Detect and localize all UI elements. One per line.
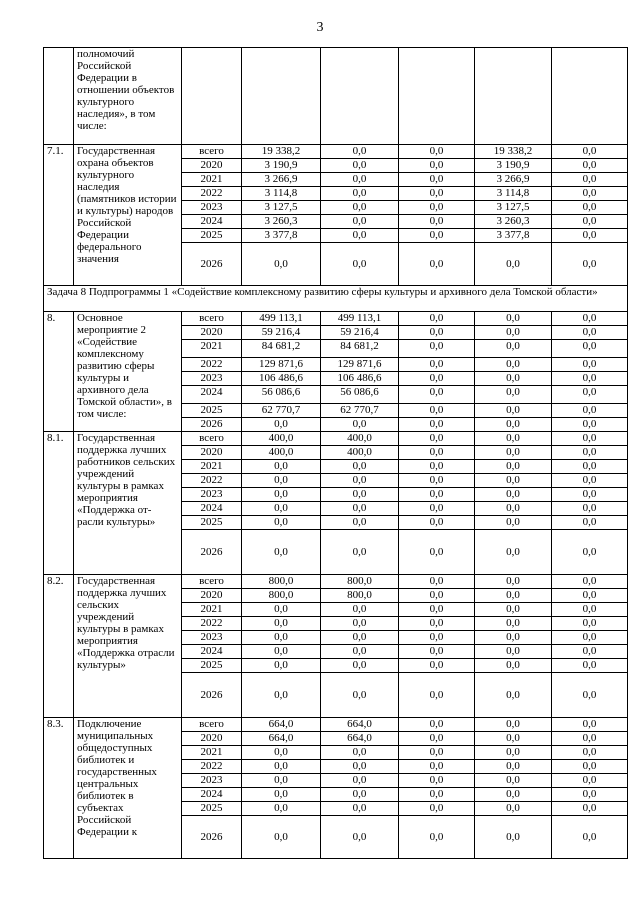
value-cell: 0,0 (399, 631, 475, 645)
year-cell: 2021 (182, 603, 242, 617)
value-cell: 84 681,2 (321, 340, 399, 358)
value-cell: 0,0 (321, 659, 399, 673)
value-cell: 3 260,3 (242, 215, 321, 229)
table-row (44, 718, 628, 732)
value-cell: 0,0 (321, 746, 399, 760)
value-cell: 0,0 (399, 372, 475, 386)
value-cell: 0,0 (242, 802, 321, 816)
year-cell: 2021 (182, 340, 242, 358)
value-cell: 0,0 (552, 673, 628, 718)
year-cell: 2024 (182, 502, 242, 516)
value-cell: 0,0 (321, 673, 399, 718)
value-cell: 0,0 (552, 603, 628, 617)
value-cell: 0,0 (475, 386, 552, 404)
value-cell: 0,0 (475, 760, 552, 774)
value-cell: 0,0 (399, 229, 475, 243)
value-cell: 0,0 (399, 617, 475, 631)
value-cell: 0,0 (552, 340, 628, 358)
value-cell: 0,0 (552, 732, 628, 746)
value-cell: 0,0 (552, 617, 628, 631)
value-cell: 800,0 (321, 575, 399, 589)
item-name: Государственная охрана объектов культурного наследия (памятников истории и культуры) народов Российской Федерации федерального значения (74, 145, 182, 286)
value-cell: 0,0 (242, 474, 321, 488)
value-cell: 84 681,2 (242, 340, 321, 358)
value-cell: 0,0 (399, 774, 475, 788)
value-cell: 0,0 (475, 575, 552, 589)
value-cell: 664,0 (242, 718, 321, 732)
value-cell: 0,0 (399, 474, 475, 488)
value-cell: 59 216,4 (242, 326, 321, 340)
item-name: Государственная поддержка лучших сельских учреждений культуры в рамках мероприятия «Поддержка отрасли культуры» (74, 575, 182, 718)
value-cell: 0,0 (399, 173, 475, 187)
value-cell: 0,0 (475, 816, 552, 859)
value-cell: 0,0 (552, 215, 628, 229)
value-cell: 19 338,2 (242, 145, 321, 159)
table-row (44, 145, 628, 159)
year-cell: 2026 (182, 673, 242, 718)
value-cell: 0,0 (552, 746, 628, 760)
year-cell: 2022 (182, 474, 242, 488)
value-cell: 0,0 (399, 746, 475, 760)
item-number (44, 48, 74, 145)
value-cell: 62 770,7 (242, 404, 321, 418)
year-cell: 2021 (182, 173, 242, 187)
value-cell: 0,0 (399, 358, 475, 372)
value-cell: 0,0 (242, 774, 321, 788)
year-cell (182, 48, 242, 145)
year-cell: всего (182, 145, 242, 159)
value-cell: 0,0 (321, 802, 399, 816)
value-cell: 0,0 (399, 340, 475, 358)
value-cell: 0,0 (242, 746, 321, 760)
value-cell: 0,0 (399, 645, 475, 659)
year-cell: 2020 (182, 326, 242, 340)
value-cell: 0,0 (552, 187, 628, 201)
value-cell: 664,0 (321, 718, 399, 732)
value-cell: 3 266,9 (242, 173, 321, 187)
value-cell: 3 377,8 (475, 229, 552, 243)
value-cell: 129 871,6 (242, 358, 321, 372)
value-cell: 0,0 (475, 589, 552, 603)
value-cell: 0,0 (552, 404, 628, 418)
value-cell: 0,0 (552, 432, 628, 446)
item-name: Государственная поддержка лучших работников сельских учреждений культуры в рамках мероприятия «Поддержка от-расли культуры» (74, 432, 182, 575)
table-row (44, 575, 628, 589)
value-cell: 0,0 (242, 617, 321, 631)
value-cell: 0,0 (242, 603, 321, 617)
page-number: 3 (316, 20, 324, 35)
year-cell: 2022 (182, 187, 242, 201)
value-cell: 0,0 (242, 516, 321, 530)
value-cell: 0,0 (475, 788, 552, 802)
value-cell: 0,0 (242, 460, 321, 474)
value-cell: 0,0 (399, 386, 475, 404)
value-cell: 0,0 (475, 502, 552, 516)
year-cell: 2026 (182, 816, 242, 859)
year-cell: 2025 (182, 229, 242, 243)
value-cell: 0,0 (552, 358, 628, 372)
value-cell: 400,0 (321, 446, 399, 460)
value-cell: 0,0 (242, 645, 321, 659)
value-cell: 3 114,8 (242, 187, 321, 201)
value-cell: 0,0 (475, 718, 552, 732)
value-cell: 0,0 (552, 474, 628, 488)
value-cell: 3 114,8 (475, 187, 552, 201)
value-cell: 0,0 (475, 460, 552, 474)
value-cell: 0,0 (475, 418, 552, 432)
value-cell: 0,0 (399, 502, 475, 516)
value-cell: 0,0 (475, 530, 552, 575)
value-cell: 0,0 (321, 516, 399, 530)
value-cell: 0,0 (475, 372, 552, 386)
value-cell: 0,0 (552, 488, 628, 502)
value-cell: 0,0 (399, 802, 475, 816)
value-cell: 0,0 (399, 312, 475, 326)
year-cell: 2025 (182, 516, 242, 530)
value-cell: 0,0 (552, 326, 628, 340)
year-cell: 2025 (182, 404, 242, 418)
value-cell: 0,0 (399, 460, 475, 474)
value-cell: 0,0 (321, 418, 399, 432)
value-cell: 0,0 (399, 659, 475, 673)
value-cell: 0,0 (321, 474, 399, 488)
year-cell: 2023 (182, 372, 242, 386)
value-cell (242, 48, 321, 145)
value-cell: 0,0 (475, 516, 552, 530)
item-name: Основное мероприятие 2 «Содействие комплексному развитию сферы культуры и архивного дела Томской области», в том числе: (74, 312, 182, 432)
value-cell: 0,0 (552, 631, 628, 645)
value-cell: 0,0 (399, 404, 475, 418)
value-cell: 0,0 (321, 617, 399, 631)
table-row (44, 432, 628, 446)
value-cell: 400,0 (242, 446, 321, 460)
value-cell: 400,0 (321, 432, 399, 446)
value-cell: 59 216,4 (321, 326, 399, 340)
value-cell: 0,0 (552, 802, 628, 816)
value-cell: 0,0 (399, 516, 475, 530)
year-cell: 2026 (182, 243, 242, 286)
value-cell: 0,0 (399, 201, 475, 215)
task-row (44, 286, 628, 312)
value-cell: 0,0 (475, 446, 552, 460)
year-cell: 2023 (182, 774, 242, 788)
value-cell: 0,0 (552, 145, 628, 159)
value-cell: 800,0 (321, 589, 399, 603)
value-cell: 0,0 (552, 788, 628, 802)
value-cell: 0,0 (399, 575, 475, 589)
value-cell: 664,0 (242, 732, 321, 746)
value-cell: 3 377,8 (242, 229, 321, 243)
value-cell: 0,0 (321, 502, 399, 516)
value-cell: 62 770,7 (321, 404, 399, 418)
value-cell: 0,0 (399, 816, 475, 859)
value-cell: 499 113,1 (321, 312, 399, 326)
value-cell: 0,0 (552, 502, 628, 516)
value-cell: 0,0 (552, 460, 628, 474)
value-cell: 0,0 (399, 732, 475, 746)
value-cell (475, 48, 552, 145)
value-cell: 0,0 (399, 187, 475, 201)
value-cell: 0,0 (552, 386, 628, 404)
value-cell: 0,0 (552, 774, 628, 788)
value-cell: 56 086,6 (321, 386, 399, 404)
value-cell: 0,0 (242, 673, 321, 718)
table-body (44, 48, 628, 859)
year-cell: всего (182, 718, 242, 732)
value-cell: 0,0 (242, 488, 321, 502)
value-cell: 0,0 (475, 432, 552, 446)
value-cell: 0,0 (475, 243, 552, 286)
value-cell: 0,0 (242, 760, 321, 774)
value-cell: 0,0 (475, 340, 552, 358)
value-cell: 0,0 (321, 774, 399, 788)
value-cell: 0,0 (321, 145, 399, 159)
value-cell: 3 190,9 (242, 159, 321, 173)
value-cell: 0,0 (552, 229, 628, 243)
value-cell: 0,0 (242, 243, 321, 286)
table-row (44, 48, 628, 145)
value-cell: 0,0 (552, 530, 628, 575)
value-cell: 0,0 (321, 229, 399, 243)
item-number: 8.2. (44, 575, 74, 718)
value-cell: 0,0 (242, 816, 321, 859)
value-cell: 0,0 (552, 201, 628, 215)
item-name: Подключение муниципальных общедоступных библиотек и государственных центральных библиотек в субъектах Российской Федерации к (74, 718, 182, 859)
value-cell: 0,0 (475, 732, 552, 746)
value-cell: 0,0 (321, 201, 399, 215)
value-cell: 800,0 (242, 575, 321, 589)
value-cell: 3 266,9 (475, 173, 552, 187)
value-cell: 0,0 (242, 788, 321, 802)
value-cell: 0,0 (399, 418, 475, 432)
value-cell: 0,0 (475, 358, 552, 372)
value-cell: 0,0 (399, 673, 475, 718)
value-cell: 0,0 (321, 603, 399, 617)
value-cell: 0,0 (321, 460, 399, 474)
value-cell (321, 48, 399, 145)
value-cell: 0,0 (552, 446, 628, 460)
value-cell: 0,0 (475, 488, 552, 502)
value-cell: 0,0 (242, 659, 321, 673)
item-number: 8.3. (44, 718, 74, 859)
value-cell: 3 190,9 (475, 159, 552, 173)
table-row (44, 312, 628, 326)
year-cell: 2024 (182, 645, 242, 659)
value-cell: 0,0 (552, 418, 628, 432)
value-cell: 664,0 (321, 732, 399, 746)
value-cell: 0,0 (321, 215, 399, 229)
value-cell: 0,0 (552, 659, 628, 673)
value-cell: 0,0 (475, 774, 552, 788)
value-cell: 0,0 (399, 326, 475, 340)
value-cell: 0,0 (321, 173, 399, 187)
value-cell: 0,0 (242, 631, 321, 645)
year-cell: 2023 (182, 201, 242, 215)
value-cell: 0,0 (475, 631, 552, 645)
value-cell: 0,0 (399, 589, 475, 603)
value-cell: 0,0 (399, 446, 475, 460)
item-number: 8. (44, 312, 74, 432)
value-cell: 0,0 (552, 760, 628, 774)
value-cell: 0,0 (399, 603, 475, 617)
year-cell: 2026 (182, 418, 242, 432)
year-cell: 2024 (182, 215, 242, 229)
value-cell: 0,0 (552, 816, 628, 859)
value-cell: 3 260,3 (475, 215, 552, 229)
value-cell: 19 338,2 (475, 145, 552, 159)
value-cell: 0,0 (552, 645, 628, 659)
value-cell: 0,0 (475, 673, 552, 718)
value-cell: 0,0 (399, 718, 475, 732)
value-cell: 0,0 (321, 631, 399, 645)
value-cell: 0,0 (321, 645, 399, 659)
value-cell: 0,0 (399, 215, 475, 229)
value-cell: 3 127,5 (242, 201, 321, 215)
value-cell: 0,0 (321, 816, 399, 859)
year-cell: 2020 (182, 159, 242, 173)
value-cell: 106 486,6 (242, 372, 321, 386)
year-cell: 2026 (182, 530, 242, 575)
value-cell: 0,0 (399, 243, 475, 286)
year-cell: всего (182, 575, 242, 589)
value-cell: 106 486,6 (321, 372, 399, 386)
value-cell: 0,0 (242, 502, 321, 516)
value-cell: 0,0 (399, 530, 475, 575)
year-cell: 2020 (182, 446, 242, 460)
year-cell: 2025 (182, 802, 242, 816)
year-cell: 2025 (182, 659, 242, 673)
item-number: 8.1. (44, 432, 74, 575)
year-cell: 2022 (182, 358, 242, 372)
value-cell: 0,0 (475, 312, 552, 326)
value-cell: 0,0 (552, 516, 628, 530)
item-name: полномочий Российской Федерации в отношении объектов культурного наследия», в том числе: (74, 48, 182, 145)
year-cell: всего (182, 432, 242, 446)
value-cell: 0,0 (475, 659, 552, 673)
value-cell: 0,0 (321, 788, 399, 802)
year-cell: 2024 (182, 788, 242, 802)
value-cell: 0,0 (399, 432, 475, 446)
value-cell: 0,0 (552, 173, 628, 187)
value-cell: 499 113,1 (242, 312, 321, 326)
year-cell: 2023 (182, 631, 242, 645)
value-cell: 0,0 (475, 474, 552, 488)
year-cell: 2020 (182, 732, 242, 746)
value-cell: 0,0 (321, 243, 399, 286)
value-cell: 0,0 (321, 760, 399, 774)
value-cell: 0,0 (242, 418, 321, 432)
value-cell: 0,0 (399, 760, 475, 774)
value-cell (552, 48, 628, 145)
year-cell: 2022 (182, 617, 242, 631)
value-cell: 0,0 (399, 788, 475, 802)
item-number: 7.1. (44, 145, 74, 286)
value-cell (399, 48, 475, 145)
value-cell: 0,0 (399, 145, 475, 159)
year-cell: 2021 (182, 746, 242, 760)
value-cell: 0,0 (552, 372, 628, 386)
value-cell: 0,0 (475, 645, 552, 659)
value-cell: 0,0 (475, 617, 552, 631)
year-cell: всего (182, 312, 242, 326)
value-cell: 0,0 (321, 488, 399, 502)
year-cell: 2020 (182, 589, 242, 603)
value-cell: 0,0 (475, 603, 552, 617)
year-cell: 2023 (182, 488, 242, 502)
year-cell: 2021 (182, 460, 242, 474)
value-cell: 0,0 (321, 159, 399, 173)
value-cell: 0,0 (475, 404, 552, 418)
year-cell: 2024 (182, 386, 242, 404)
year-cell: 2022 (182, 760, 242, 774)
value-cell: 56 086,6 (242, 386, 321, 404)
value-cell: 0,0 (475, 802, 552, 816)
value-cell: 0,0 (321, 187, 399, 201)
value-cell: 0,0 (399, 488, 475, 502)
value-cell: 0,0 (552, 312, 628, 326)
value-cell: 0,0 (552, 243, 628, 286)
value-cell: 0,0 (552, 159, 628, 173)
value-cell: 800,0 (242, 589, 321, 603)
task-heading: Задача 8 Подпрограммы 1 «Содействие комплексному развитию сферы культуры и архивного дела Томской области» (44, 286, 628, 312)
value-cell: 0,0 (399, 159, 475, 173)
budget-table (43, 47, 628, 859)
value-cell: 0,0 (552, 718, 628, 732)
value-cell: 0,0 (475, 746, 552, 760)
value-cell: 0,0 (475, 326, 552, 340)
value-cell: 3 127,5 (475, 201, 552, 215)
value-cell: 0,0 (552, 589, 628, 603)
value-cell: 129 871,6 (321, 358, 399, 372)
value-cell: 0,0 (321, 530, 399, 575)
value-cell: 0,0 (552, 575, 628, 589)
value-cell: 400,0 (242, 432, 321, 446)
value-cell: 0,0 (242, 530, 321, 575)
